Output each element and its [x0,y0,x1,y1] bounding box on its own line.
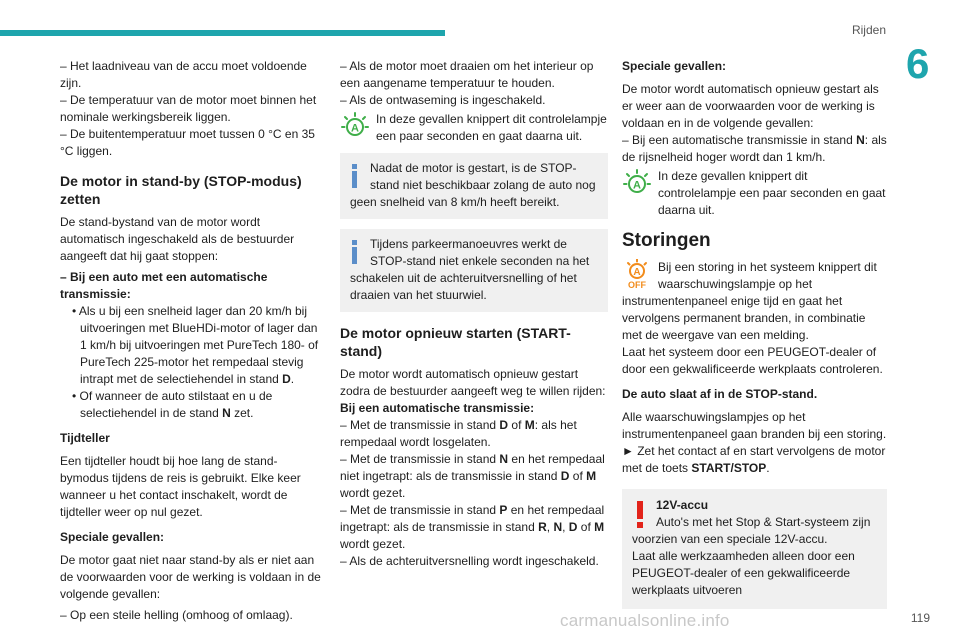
heading-storingen: Storingen [622,230,711,251]
heading-special-cases: Speciale gevallen: [622,59,727,73]
warning-box-title: 12V-accu [656,498,709,512]
header-accent-bar [0,30,445,36]
condition-engine-temp: – De temperatuur van de motor moet binnen het nominale werkingsbereik liggen. [60,93,317,124]
heading-tijdteller: Tijdteller [60,431,110,445]
svg-text:A: A [351,122,359,135]
para-restart: De motor wordt automatisch opnieuw gestart zodra de bestuurder aangeeft weg te willen rijden: [340,367,606,398]
stop-start-off-icon [622,259,652,289]
info-box-1-text: Nadat de motor is gestart, is de STOP-stand niet beschikbaar zolang de auto nog geen snelheid van 8 km/h heeft bereikt. [350,161,596,209]
para-storing-check: Laat het systeem door een PEUGEOT-dealer of door een gekwalificeerde werkplaats controleren. [622,345,883,376]
info-icon [348,238,362,266]
chapter-number: 6 [906,40,930,87]
fault-note-text: Bij een storing in het systeem knippert dit waarschuwingslampje op het instrumentenpaneel enige tijd en gaat het vervolgens permanent branden, in combinatie met de weergave van een melding. [622,260,877,342]
section-title: Rijden [851,23,886,37]
warning-box-text-2: Laat alle werkzaamheden alleen door een PEUGEOT-dealer of een gekwalificeerde werkplaats uitvoeren [632,549,855,597]
restart-condition-3: – Met de transmissie in stand P en het rempedaal ingetrapt: als de transmissie in stand R, N, D of M wordt gezet. [340,503,605,551]
off-label: OFF [628,280,646,289]
fault-note [622,259,887,344]
heading-standby: De motor in stand-by (STOP-modus) zetten [60,173,302,207]
restart-condition-4: – Als de achteruitversnelling wordt ingeschakeld. [340,554,599,568]
page-number: 119 [910,611,930,625]
para-special-cases: De motor gaat niet naar stand-by als er niet aan de voorwaarden voor de werking is voldaan in de volgende gevallen: [60,553,321,601]
standby-condition-1: • Als u bij een snelheid lager dan 20 km/h bij uitvoeringen met BlueHDi-motor of lager dan 1 km/h bij uitvoeringen met PureTech 180- of PureTech 225-motor het rempedaal stevig intrapt met de selectiehendel in stand D. [72,304,319,386]
svg-text:A: A [633,267,641,278]
condition-interior-temp: – Als de motor moet draaien om het interieur op een aangename temperatuur te houden. [340,59,594,90]
heading-stalled: De auto slaat af in de STOP-stand. [622,387,818,401]
restart-condition-1: – Met de transmissie in stand D of M: als het rempedaal wordt losgelaten. [340,418,577,449]
restart-condition-speed: – Bij een automatische transmissie in stand N: als de rijsnelheid hoger wordt dan 1 km/h. [622,133,887,164]
para-standby: De stand-bystand van de motor wordt automatisch ingeschakeld als de bestuurder aangeeft dat hij gaat stoppen: [60,215,295,263]
info-box-2 [340,229,608,312]
stop-start-green-icon [622,168,652,198]
exclamation-icon [632,499,648,529]
heading-special-cases: Speciale gevallen: [60,530,165,544]
warning-box-text: Auto's met het Stop & Start-systeem zijn voorzien van een speciale 12V-accu. [632,515,871,546]
action-restart: ► Zet het contact af en start vervolgens de motor met de toets START/STOP. [622,444,886,475]
info-box-1 [340,153,608,219]
info-box-2-text: Tijdens parkeermanoeuvres werkt de STOP-stand niet enkele seconden na het schakelen uit de achteruitversnelling of het draaien van het stuurwiel. [350,237,590,302]
watermark: carmanualsonline.info [560,611,730,630]
standby-condition-2: • Of wanneer de auto stilstaat en u de selectiehendel in de stand N zet. [72,389,273,420]
condition-slope: – Op een steile helling (omhoog of omlaag). [60,608,293,622]
warning-light-note [622,168,887,219]
warning-box-battery [622,489,887,609]
warning-light-note [340,111,608,145]
para-tijdteller: Een tijdteller houdt bij hoe lang de stand-bymodus tijdens de reis is gebruikt. Elke keer wanneer u het contact inschakelt, wordt de tijdteller weer op nul gezet. [60,454,301,519]
para-stalled: Alle waarschuwingslampjes op het instrumentenpaneel gaan branden bij een storing. [622,410,887,441]
svg-text:A: A [633,179,641,192]
condition-outside-temp: – De buitentemperatuur moet tussen 0 °C en 35 °C liggen. [60,127,315,158]
restart-condition-2: – Met de transmissie in stand N en het rempedaal niet ingetrapt: als de transmissie in stand D of M wordt gezet. [340,452,605,500]
auto-transmission-title: Bij een automatische transmissie: [340,401,535,415]
heading-restart: De motor opnieuw starten (START-stand) [340,325,571,359]
condition-defog: – Als de ontwaseming is ingeschakeld. [340,93,546,107]
column-2 [340,58,608,570]
condition-battery: – Het laadniveau van de accu moet voldoende zijn. [60,59,307,90]
stop-start-green-icon [340,111,370,141]
info-icon [348,162,362,190]
column-1 [60,58,325,624]
warning-light-note-text: In deze gevallen knippert dit controlelampje een paar seconden en gaat daarna uit. [658,169,886,217]
column-3 [622,58,887,619]
para-special-cases: De motor wordt automatisch opnieuw gestart als er weer aan de voorwaarden voor de werking is voldaan en in de volgende gevallen: [622,82,879,130]
warning-light-note-text: In deze gevallen knippert dit controlelampje een paar seconden en gaat daarna uit. [376,112,607,143]
auto-transmission-title: – Bij een auto met een automatische transmissie: [60,270,268,301]
